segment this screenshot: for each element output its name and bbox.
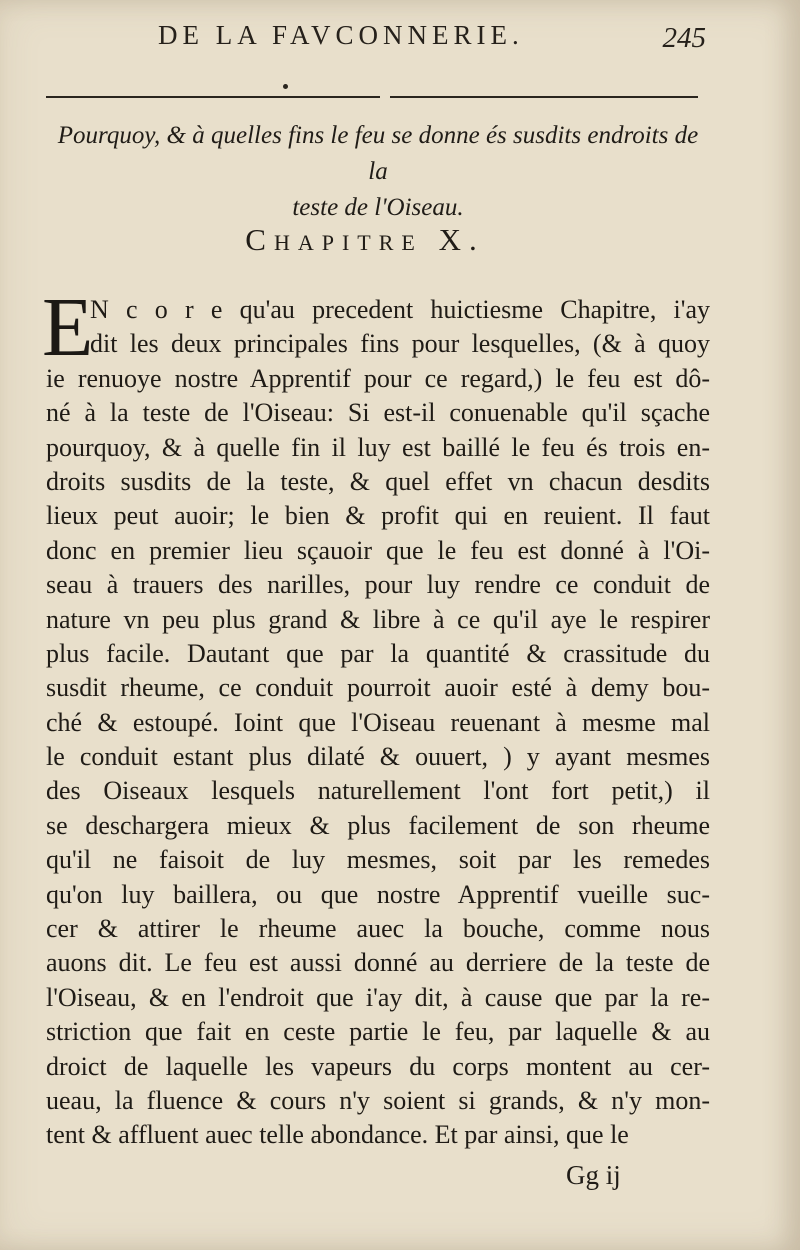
running-head [46, 20, 706, 54]
header-rule-left [46, 96, 380, 98]
text-line: qu'il ne faisoit de luy mesmes, soit par les remedes [46, 845, 710, 875]
text-line: ueau, la fluence & cours n'y soient si grands, & n'y mon- [46, 1085, 710, 1115]
chapter-heading: Chapitre X. [245, 222, 485, 257]
subtitle-line-1: Pourquoy, & à quelles fins le feu se donne és susdits endroits de la [57, 122, 699, 185]
text-line: cer & attirer le rheume auec la bouche, comme nous [46, 914, 710, 944]
drop-cap: E [42, 281, 94, 374]
ornament-dot [283, 84, 288, 89]
signature-mark: Gg ij [566, 1160, 621, 1190]
page-number: 245 [662, 22, 706, 54]
text-line: né à la teste de l'Oiseau: Si est-il conuenable qu'il sçache [46, 398, 710, 428]
text-line: seau à trauers des narilles, pour luy rendre ce conduit de [46, 570, 710, 600]
text-line: qu'on luy baillera, ou que nostre Apprentif vueille suc- [46, 879, 710, 909]
subtitle-line-2: teste de l'Oiseau. [292, 194, 464, 221]
text-line: pourquoy, & à quelle fin il luy est baillé le feu és trois en- [46, 432, 710, 462]
text-line: tent & affluent auec telle abondance. Et par ainsi, que le [46, 1120, 629, 1150]
text-line: nature vn peu plus grand & libre à ce qu'il aye le respirer [46, 604, 710, 634]
running-title: DE LA FAVCONNERIE. [158, 20, 524, 50]
text-line: l'Oiseau, & en l'endroit que i'ay dit, à cause que par la re- [46, 982, 710, 1012]
text-line: auons dit. Le feu est aussi donné au derriere de la teste de [46, 948, 710, 978]
text-line: ie renuoye nostre Apprentif pour ce regard,) le feu est dô- [46, 363, 710, 393]
text-line: droict de laquelle les vapeurs du corps montent au cer- [46, 1051, 710, 1081]
text-line: le conduit estant plus dilaté & ouuert, ) y ayant mesmes [46, 742, 710, 772]
text-line: lieux peut auoir; le bien & profit qui en reuient. Il faut [46, 501, 710, 531]
text-line: plus facile. Dautant que par la quantité & crassitude du [46, 638, 710, 668]
body-text [46, 293, 710, 1153]
text-line: donc en premier lieu sçauoir que le feu est donné à l'Oi- [46, 535, 710, 565]
text-line: ché & estoupé. Ioint que l'Oiseau reuenant à mesme mal [46, 707, 710, 737]
text-line: N c o r e qu'au precedent huictiesme Chapitre, i'ay [90, 295, 710, 324]
text-line: des Oiseaux lesquels naturellement l'ont fort petit,) il [46, 776, 710, 806]
chapter-subtitle [46, 118, 710, 226]
text-line: striction que fait en ceste partie le feu, par laquelle & au [46, 1017, 710, 1047]
text-line: dit les deux principales fins pour lesquelles, (& à quoy [90, 329, 710, 359]
text-line: se deschargera mieux & plus facilement de son rheume [46, 810, 710, 840]
text-line: droits susdits de la teste, & quel effet vn chacun desdits [46, 466, 710, 496]
header-rule-right [390, 96, 698, 98]
text-line: susdit rheume, ce conduit pourroit auoir esté à demy bou- [46, 673, 710, 703]
